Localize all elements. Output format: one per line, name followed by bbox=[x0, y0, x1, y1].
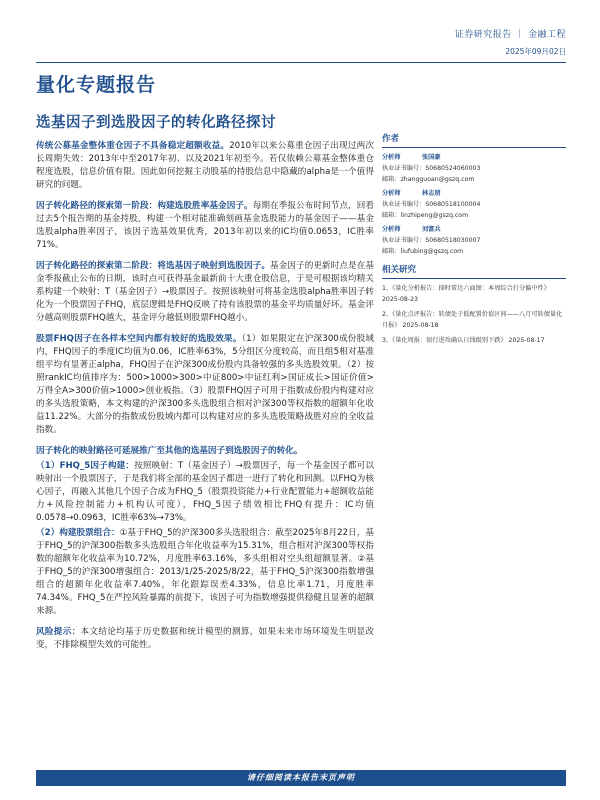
paragraph-text: ①基于FHQ_5的沪深300多头选股组合：截至2025年8月22日，基于FHQ_5的沪深300指数多头选股组合年化收益率为15.31%，组合相对沪深300等权指数的超额年化收益率为10.72%，月度胜率63.16%，多头组相对空头组超额显著。②基于FHQ_5的沪深300增强组合：2013/1/25-2025/8/22，基于FHQ_5沪深300指数增强组合的超额年化收益率7.40%，年化跟踪误差4.33%，信息比率1.71，月度胜率74.34%。FHQ_5在严控风险暴露的前提下，该因子可为指数增强提供稳健且显著的超额来源。 bbox=[36, 528, 374, 616]
analyst-license: S0680518100004 bbox=[425, 201, 481, 208]
paragraph-heading: （1）FHQ_5因子构建： bbox=[36, 461, 135, 471]
analyst-license: S0680524060003 bbox=[425, 165, 481, 172]
paragraph-text: 每期在季报公布时间节点，回看过去5个报告期的基金持股，构建一个相对能准确刻画基金选股能力的基金因子——基金选股alpha胜率因子，该因子选基效果优秀，2013年初以来的IC均值0.0653，IC胜率71%。 bbox=[36, 201, 374, 250]
paragraph-text: 按照映射：T（基金因子）→股票因子，每一个基金因子都可以映射出一个股票因子，于是我们将全部的基金因子都进一进行了转化和回测。以FHQ为核心因子，再融入其他几个因子合成为FHQ_5（股票投资能力+行业配置能力+超额收益能力+风险控制能力+机构认可度），FHQ_5因子绩效相比FHQ有提升：IC均值0.0578→0.0963，IC胜率63%→73%。 bbox=[36, 461, 375, 523]
analyst-card bbox=[382, 224, 566, 257]
related-research-link[interactable]: 1、《量化分析报告：择时雷达六面图：本周综合打分偏中性》 2025-08-23 bbox=[382, 285, 550, 303]
paragraph-text: 基金因子的更新时点是在基金季报截止公布的日期，该时点可获得基金最新前十大重仓股信息，于是可根据该均精关系构建一个映射：T（基金因子）→股票因子。按照该映射可将基金选股alpha胜率因子转化为一个股票因子FHQ，底层逻辑是FHQ反映了持有该股票的基金平均质量好坏。基金评分越高则股票FHQ越大，基金评分越低则股票FHQ越小。 bbox=[36, 261, 374, 323]
summary-paragraph bbox=[36, 140, 374, 192]
report-subtitle: 选基因子到选股因子的转化路径探讨 bbox=[36, 115, 276, 131]
summary-paragraph bbox=[36, 333, 374, 437]
summary-paragraph bbox=[36, 445, 374, 458]
footer-banner bbox=[36, 770, 566, 786]
sidebar bbox=[382, 134, 566, 350]
summary-paragraph bbox=[36, 200, 374, 252]
license-label: 执业证书编号： bbox=[382, 165, 426, 172]
paragraph-heading: 风险提示： bbox=[36, 627, 81, 637]
analyst-email[interactable]: zhangguoan@gszq.com bbox=[400, 176, 475, 183]
analyst-license: S0680518030007 bbox=[425, 237, 481, 244]
summary-paragraph bbox=[36, 527, 374, 618]
email-label: 邮箱： bbox=[382, 212, 401, 219]
summary-paragraph bbox=[36, 260, 374, 325]
analyst-role: 分析师 bbox=[382, 190, 401, 197]
paragraph-heading: 因子转化的映射路径可延展推广至其他的选基因子到选股因子的转化。 bbox=[36, 446, 303, 456]
license-label: 执业证书编号： bbox=[382, 201, 426, 208]
paragraph-text: （1）如果限定在沪深300成份股域内，FHQ因子的季度IC均值为0.06，IC胜率63%，5分组区分度较高，而且组5相对基准组平均有显著正alpha，FHQ因子在沪深300成份股内具备较强的多头选股效果。（2）按照rankIC均值排序为：500>1000>300>中证800>中证红利>国证成长>国证价值>万得全A>300价值>1000>创业板指。（3）股票FHQ因子可用于指数成份股内构建对应的多头选股策略，本文构建的沪深300多头选股组合相对沪深300等权指数的超额年化收益11.22%。大部分的指数成份股域内都可以构建对应的多头选股策略战胜对应的全收益指数。 bbox=[36, 334, 375, 435]
header-divider bbox=[36, 62, 566, 63]
analyst-email[interactable]: liufubing@gszq.com bbox=[400, 248, 464, 255]
footer-disclaimer: 请仔细阅读本报告末页声明 bbox=[247, 773, 355, 782]
report-category: 证券研究报告 ｜ 金融工程 bbox=[454, 30, 566, 40]
paragraph-heading: 因子转化路径的探索第二阶段：将选基因子映射到选股因子。 bbox=[36, 261, 271, 271]
authors-title: 作者 bbox=[382, 134, 566, 148]
analyst-name: 刘富兵 bbox=[422, 226, 441, 233]
paragraph-heading: 股票FHQ因子在各样本空间内都有较好的选股效果。 bbox=[36, 334, 242, 344]
report-date: 2025年09月02日 bbox=[505, 47, 566, 56]
analyst-role: 分析师 bbox=[382, 226, 401, 233]
related-research-link[interactable]: 2、《量化点评报告：转债处于低配置价值区间——八月可转债量化月报》 2025-08-18 bbox=[382, 311, 563, 329]
risk-warning bbox=[36, 626, 374, 652]
analyst-email[interactable]: linzhipeng@gszq.com bbox=[400, 212, 469, 219]
paragraph-heading: 因子转化路径的探索第一阶段：构建选股胜率基金因子。 bbox=[36, 201, 253, 211]
analyst-role: 分析师 bbox=[382, 154, 401, 161]
email-label: 邮箱： bbox=[382, 176, 401, 183]
email-label: 邮箱： bbox=[382, 248, 401, 255]
summary-body bbox=[36, 140, 374, 790]
analyst-name: 林志朋 bbox=[422, 190, 441, 197]
analyst-card bbox=[382, 188, 566, 221]
paragraph-heading: （2）构建股票组合： bbox=[36, 528, 120, 538]
paragraph-text: 2010年以来公募重仓因子出现过两次长周期失效：2013年中至2017年初、以及2021年初至今。若仅依赖公募基金整体重仓程度选股，信息价值有限。因此如何挖掘主动股基的持股信息中隐藏的alpha是一个值得研究的问题。 bbox=[36, 141, 374, 190]
paragraph-text: 本文结论均基于历史数据和统计模型的测算，如果未来市场环境发生明显改变，不排除模型失效的可能性。 bbox=[36, 627, 374, 650]
summary-paragraph bbox=[36, 460, 374, 525]
related-research-title: 相关研究 bbox=[382, 265, 566, 279]
related-research-link[interactable]: 3、《量化周报：银行进攻确认日线级别下跌》 2025-08-17 bbox=[382, 337, 545, 344]
analyst-card bbox=[382, 152, 566, 185]
paragraph-heading: 传统公募基金整体重仓因子不具备稳定超额收益。 bbox=[36, 141, 230, 151]
report-title: 量化专题报告 bbox=[36, 74, 157, 96]
analyst-name: 张国豪 bbox=[422, 154, 441, 161]
license-label: 执业证书编号： bbox=[382, 237, 426, 244]
